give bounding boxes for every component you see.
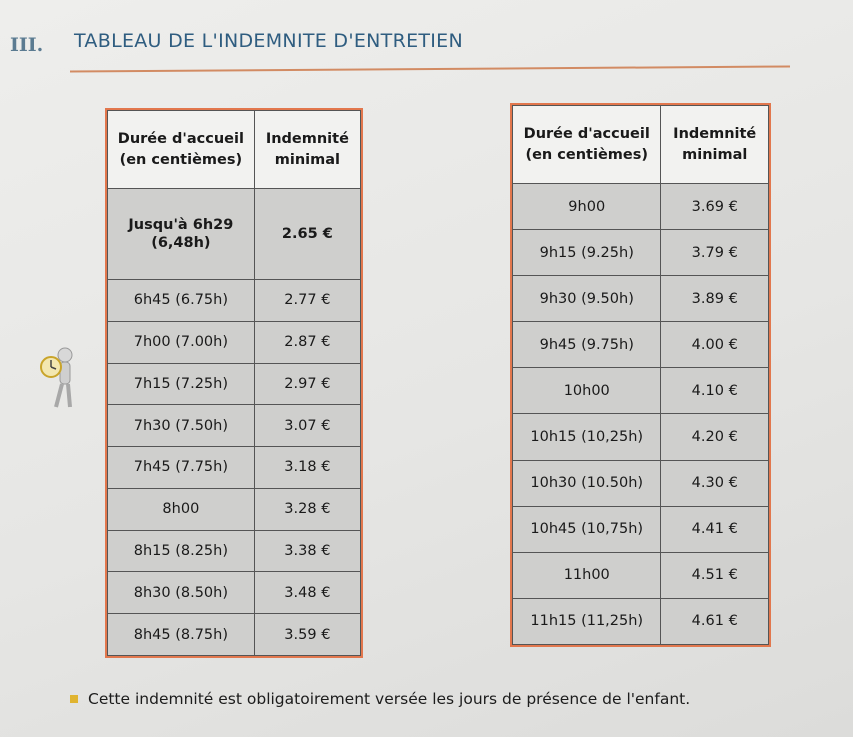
table-row (108, 279, 361, 321)
table-row (108, 189, 361, 280)
cell-allowance: 4.20 € (661, 414, 769, 460)
cell-allowance: 3.89 € (661, 276, 769, 322)
cell-allowance: 3.28 € (254, 488, 360, 530)
cell-allowance: 3.18 € (254, 447, 360, 489)
cell-allowance: 4.10 € (661, 368, 769, 414)
section-number: III. (10, 34, 44, 56)
table-row (513, 276, 769, 322)
cell-allowance: 4.00 € (661, 322, 769, 368)
table-row (513, 184, 769, 230)
table-row (513, 506, 769, 552)
cell-allowance: 2.87 € (254, 321, 360, 363)
table-row (513, 460, 769, 506)
column-header-allowance: Indemnité minimal (254, 111, 360, 189)
cell-duration: Jusqu'à 6h29 (6,48h) (108, 189, 255, 280)
cell-duration: 9h45 (9.75h) (513, 322, 661, 368)
bullet-icon (70, 695, 78, 703)
table-row (513, 552, 769, 598)
column-header-allowance: Indemnité minimal (661, 106, 769, 184)
cell-allowance: 3.07 € (254, 405, 360, 447)
column-header-duration: Durée d'accueil (en centièmes) (108, 111, 255, 189)
table-row (108, 530, 361, 572)
table-row (108, 321, 361, 363)
cell-allowance: 4.61 € (661, 598, 769, 644)
cell-allowance: 3.59 € (254, 614, 360, 656)
cell-duration: 7h15 (7.25h) (108, 363, 255, 405)
column-header-duration: Durée d'accueil (en centièmes) (513, 106, 661, 184)
cell-duration: 6h45 (6.75h) (108, 279, 255, 321)
cell-duration: 9h15 (9.25h) (513, 230, 661, 276)
table-row (108, 614, 361, 656)
clock-figure-icon (40, 345, 80, 415)
title-underline (70, 65, 790, 72)
allowance-table-right (510, 103, 771, 647)
table-row (108, 572, 361, 614)
cell-duration: 7h45 (7.75h) (108, 447, 255, 489)
cell-allowance: 3.48 € (254, 572, 360, 614)
cell-duration: 8h45 (8.75h) (108, 614, 255, 656)
cell-allowance: 2.77 € (254, 279, 360, 321)
cell-duration: 7h00 (7.00h) (108, 321, 255, 363)
table-row (108, 405, 361, 447)
cell-duration: 10h45 (10,75h) (513, 506, 661, 552)
cell-duration: 9h00 (513, 184, 661, 230)
page-title: TABLEAU DE L'INDEMNITE D'ENTRETIEN (74, 30, 464, 52)
footer-note (70, 690, 690, 708)
table-row (513, 230, 769, 276)
cell-duration: 10h00 (513, 368, 661, 414)
cell-duration: 10h30 (10.50h) (513, 460, 661, 506)
allowance-table-left (105, 108, 363, 658)
cell-allowance: 4.51 € (661, 552, 769, 598)
footer-note-text: Cette indemnité est obligatoirement versée les jours de présence de l'enfant. (88, 690, 691, 708)
table-row (108, 447, 361, 489)
table-row (108, 488, 361, 530)
cell-allowance: 3.69 € (661, 184, 769, 230)
cell-allowance: 3.79 € (661, 230, 769, 276)
cell-allowance: 2.97 € (254, 363, 360, 405)
table-row (108, 363, 361, 405)
cell-duration: 11h00 (513, 552, 661, 598)
cell-duration: 11h15 (11,25h) (513, 598, 661, 644)
table-row (513, 414, 769, 460)
cell-allowance: 2.65 € (254, 189, 360, 280)
cell-duration: 9h30 (9.50h) (513, 276, 661, 322)
cell-duration: 8h15 (8.25h) (108, 530, 255, 572)
cell-allowance: 4.30 € (661, 460, 769, 506)
cell-allowance: 3.38 € (254, 530, 360, 572)
table-row (513, 368, 769, 414)
table-row (513, 322, 769, 368)
cell-duration: 8h30 (8.50h) (108, 572, 255, 614)
table-row (513, 598, 769, 644)
cell-duration: 10h15 (10,25h) (513, 414, 661, 460)
cell-duration: 8h00 (108, 488, 255, 530)
cell-allowance: 4.41 € (661, 506, 769, 552)
cell-duration: 7h30 (7.50h) (108, 405, 255, 447)
